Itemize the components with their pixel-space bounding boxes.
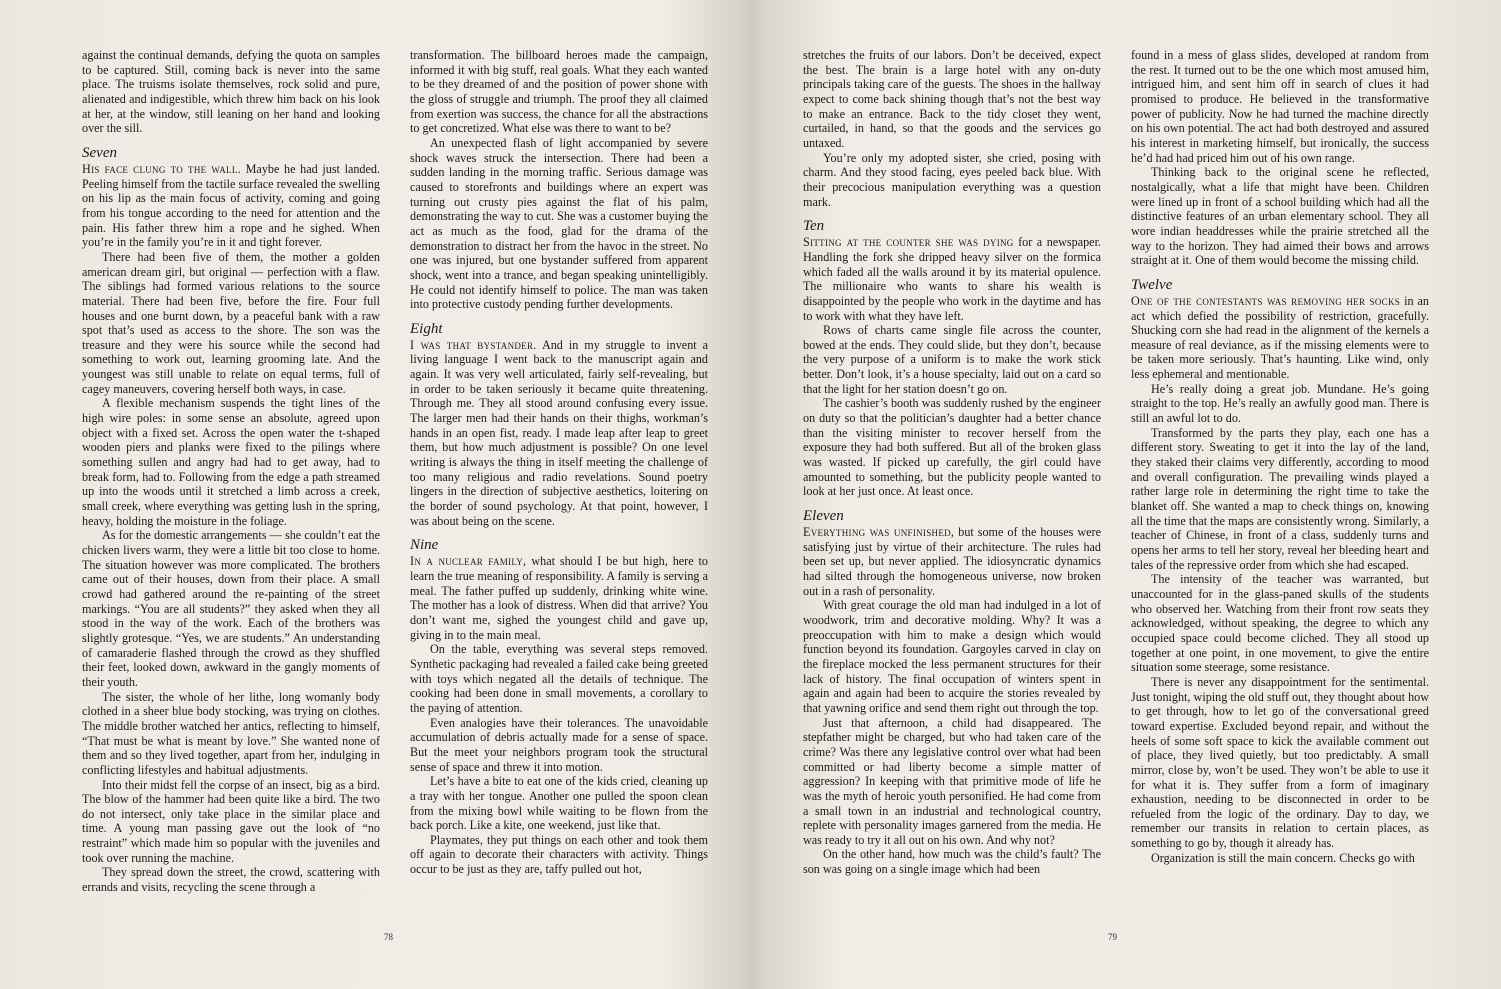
paragraph: The cashier’s booth was suddenly rushed by the engineer on duty so that the politician’s daughter had a better chance than the visiting minister to recover herself from the exposure they had both suffered. But all of the broken glass was wasted. If picked up carefully, the girl could have amounted to something, but the publicity people wanted to look at her just once. At least once. [803,396,1101,499]
paragraph: Sitting at the counter she was dying for a newspaper. Handling the fork she dripped heavy silver on the formica which faded all the walls around it by its material opulence. The millionaire who wants to share his wealth is disappointed by the people who work in the daytime and has to work with what they have left. [803,235,1101,323]
paragraph: The intensity of the teacher was warranted, but unaccounted for in the glass-paned skulls of the students who observed her. Watching from their front row seats they acknowledged, without speaking, the degree to which any occupied space could become cliched. They all stood up together at one point, in one movement, to give the entire situation some steerage, some resistance. [1131,572,1429,675]
paragraph: On the table, everything was several steps removed. Synthetic packaging had revealed a failed cake being greeted with toys which negated all the details of technique. The cooking had been done in small movements, a corollary to the paying of attention. [410,642,708,715]
paragraph: I was that bystander. And in my struggle to invent a living language I went back to the manuscript again and again. It was very well articulated, fairly self-revealing, but in order to be taken seriously it became quite threatening. Through me. They all stood around confusing every issue. The larger men had their hands on their thighs, workman’s hands in an open fist, ready. I made leap after leap to greet them, but how much adjustment is possible? On one level writing is always the thing in itself meeting the challenge of too many religious and radio revelations. Sound poetry lingers in the direction of subjective aesthetics, loitering on the border of sound psychology. At that point, however, I was about being on the scene. [410,337,708,528]
left-page-column-2 [410,48,708,908]
paragraph: A flexible mechanism suspends the tight lines of the high wire poles: in some sense an absolute, agreed upon object with a fixed set. Across the open water the t-shaped wooden piers and planks were fixed to the pilings where something sullen and angry had had to get away, had to break form, had to. Following from the edge a path streamed up into the woods until it stretched a limb across a creek, small creek, where everything was getting lush in the spring, heavy, holding the moisture in the foliage. [82,396,380,528]
paragraph: Transformed by the parts they play, each one has a different story. Sweating to get it into the lay of the land, they staked their claims very differently, according to mood and overall configuration. The prevailing winds played a rather large role in determining the right time to take the blanket off. She wanted a map to check things on, knowing all the time that the maps are consistently wrong. Similarly, a teacher of Chinese, in front of a class, suddenly turns and opens her arms to tell her story, reveal her bleeding heart and tales of the repressive order from which she had escaped. [1131,425,1429,572]
section-heading-ten: Ten [803,218,825,235]
paragraph: against the continual demands, defying the quota on samples to be captured. Still, coming back is never into the same place. The truisms isolate themselves, rock solid and pure, alienated and indigestible, which threw him back on his look at her, at the window, still leaning on her hand and looking over the sill. [82,48,380,136]
paragraph: Let’s have a bite to eat one of the kids cried, cleaning up a tray with her tongue. Another one pulled the spoon clean from the mixing bowl while waiting to be flown from the back porch. Like a kite, one weekend, just like that. [410,774,708,833]
section-lead-in: Everything was unfinished, [803,525,955,540]
paragraph: His face clung to the wall. Maybe he had just landed. Peeling himself from the tactile surface revealed the swelling on his lip as the main focus of activity, coming and going from his tongue according to the need for attention and the pain. His father threw him a rope and he sighed. When you’re in the family you’re in it and tight forever. [82,161,380,250]
paragraph: An unexpected flash of light accompanied by severe shock waves struck the intersection. There had been a sudden landing in the morning traffic. Serious damage was caused to storefronts and buildings where an expert was turning out crusty pies against the flat of his palm, demonstrating the way to cut. She was a customer buying the act as much as the food, glad for the drama of the demonstration to distract her from the havoc in the street. No one was injured, but one bystander suffered from apparent shock, went into a trance, and began speaking unintelligibly. He could not identify himself to police. The man was taken into protective custody pending further developments. [410,135,708,312]
paragraph: He’s really doing a great job. Mundane. He’s going straight to the top. He’s really an awfully good man. There is still an awful lot to do. [1131,381,1429,426]
section-heading-seven: Seven [82,144,117,161]
section-heading-eleven: Eleven [803,508,844,525]
paragraph: As for the domestic arrangements — she couldn’t eat the chicken livers warm, they were a little bit too close to home. The situation however was more complicated. The brothers came out of their houses, down from their place. A small crowd had gathered around the re-painting of the street markings. “You are all students?” they asked when they all stood in the way of the work. Each of the brothers was slightly grotesque. “Yes, we are students.” An understanding of camaraderie flashed through the crowd as they shuffled their feet, looked down, awkward in the gangly moments of their youth. [82,528,380,689]
paragraph: On the other hand, how much was the child’s fault? The son was going on a single image which had been [803,847,1101,877]
paragraph: Organization is still the main concern. Checks go with [1151,850,1415,865]
page-number-left: 78 [384,932,393,942]
paragraph: Playmates, they put things on each other and took them off again to decorate their characters with activity. Things occur to be just as they are, taffy pulled out hot, [410,832,708,877]
section-lead-in: One of the contestants was removing her socks [1131,293,1401,308]
paragraph: Thinking back to the original scene he reflected, nostalgically, what a life that might have been. Children were lined up in front of a school building which had all the distinctive features of an urban elementary school. They all wore indian headdresses while the prairie stretched all the way to the horizon. They had aimed their bows and arrows straight at it. One of them would become the missing child. [1131,165,1429,268]
paragraph: The sister, the whole of her lithe, long womanly body clothed in a sheer blue body stocking, was trying on clothes. The middle brother watched her antics, reflecting to himself, “That must be what is meant by love.” She wanted none of them and so they lived together, apart from her, indulging in conflicting lifestyles and habitual adjustments. [82,689,380,777]
paragraph: With great courage the old man had indulged in a lot of woodwork, trim and decorative molding. Why? It was a preoccupation with him to make a design which would function beyond its foundation. Gargoyles carved in clay on the fireplace mocked the less permanent structures for their lack of history. The final occupation of winters spent in again and again had been to acquire the stories revealed by that yawning orifice and send them right out through the top. [803,598,1101,715]
paragraph: They spread down the street, the crowd, scattering with errands and visits, recycling the scene through a [82,865,380,895]
paragraph: Even analogies have their tolerances. The unavoidable accumulation of debris actually made for a sense of space. But the meet your neighbors program took the structural sense of space and threw it into motion. [410,715,708,774]
right-page-column-2 [1131,48,1429,908]
section-lead-in: I was that bystander. [410,337,537,352]
paragraph: transformation. The billboard heroes made the campaign, informed it with big stuff, real goals. What they each wanted to be they dreamed of and the position of power shone with the gloss of struggle and triumph. The proof they all claimed from exertion was success, the chance for all the abstractions to get concretized. What else was there to want to be? [410,48,708,136]
section-lead-in: His face clung to the wall. [82,161,241,176]
paragraph: Just that afternoon, a child had disappeared. The stepfather might be charged, but who had taken care of the crime? Was there any legislative control over what had been committed or had liberty become a simple matter of aggression? In keeping with that primitive mode of life he was the myth of heroic youth personified. He had come from a small town in an industrial and technological country, replete with personality images garnered from the media. He was ready to try it all out on his own. And why not? [803,715,1101,847]
page-number-right: 79 [1108,932,1117,942]
section-heading-twelve: Twelve [1131,276,1173,293]
paragraph: Everything was unfinished, but some of the houses were satisfying just by virtue of their architecture. The rules had been set up, but never applied. The idiosyncratic dynamics had silted through the homogeneous universe, now broken out in a rash of personality. [803,525,1101,598]
right-page-column-1 [803,48,1101,908]
paragraph: stretches the fruits of our labors. Don’t be deceived, expect the best. The brain is a large hotel with any on-duty principals taking care of the guests. The shoes in the hallway expect to come back shining though that’s not the best way to make an entrance. Back to the tidy closet they went, curtailed, in hand, so that the goods and the services go untaxed. [803,48,1101,150]
paragraph: In a nuclear family, what should I be but high, here to learn the true meaning of responsibility. A family is serving a meal. The father puffed up suddenly, drinking white wine. The mother has a look of distress. When did that arrive? You don’t want me, sighed the youngest child and gave up, giving in to the main meal. [410,554,708,642]
section-lead-in: In a nuclear family, [410,554,527,569]
left-page-column-1 [82,48,380,908]
paragraph: You’re only my adopted sister, she cried, posing with charm. And they stood facing, eyes peeled back blue. With their precocious manipulation everything was a question mark. [803,150,1101,209]
paragraph: There had been five of them, the mother a golden american dream girl, but original — perfection with a flaw. The siblings had formed various relations to the source material. There had been five, before the fire. Four full houses and one burnt down, by a peaceful bank with a raw spot that’s used as access to the shore. The son was the treasure and they were his source while the second had something to work out, learning grooming late. And the youngest was still unable to relate on equal terms, full of cagey maneuvers, covering herself both ways, in case. [82,249,380,396]
paragraph: Into their midst fell the corpse of an insect, big as a bird. The blow of the hammer had been quite like a bird. The two do not intersect, only take place in the similar place and time. A young man passing gave out the look of “no restraint” which made him so popular with the juveniles and took over running the machine. [82,777,380,865]
section-heading-eight: Eight [410,320,443,337]
paragraph: found in a mess of glass slides, developed at random from the rest. It turned out to be the one which most amused him, intrigued him, and sent him off in search of clues it had promised to produce. He believed in the transformative power of publicity. Now he had turned the machine directly on his own potential. The act had both destroyed and assured his interest in marketing himself, but ironically, the success he’d had had priced him out of his own range. [1131,48,1429,165]
section-lead-in: Sitting at the counter she was dying [803,235,1014,250]
paragraph: Rows of charts came single file across the counter, bowed at the ends. They could slide, but they don’t, because the very purpose of a uniform is to make the work stick better. Don’t look, it’s a house specialty, laid out on a card so that the light for her station doesn’t go on. [803,323,1101,396]
section-heading-nine: Nine [410,537,439,554]
paragraph: There is never any disappointment for the sentimental. Just tonight, wiping the old stuff out, they thought about how to get through, how to let go of the conversational greed toward expertise. Excluded beyond repair, and without the heels of some soft space to kick the available comment out of place, they lived quietly, but too predictably. A small mirror, close by, won’t be used. They won’t be able to use it for what it is. They suffer from a form of imaginary exhaustion, needing to be disconnected in order to be refueled from the logic of the ordinary. Day to day, we remember our transits in relation to certain places, as something to go by, though it already has. [1131,674,1429,851]
paragraph: One of the contestants was removing her socks in an act which defied the possibility of restriction, gracefully. Shucking corn she had read in the alignment of the kernels a measure of real deviance, as if the missing elements were to be taken more seriously. That’s haunting. Like wind, only less ephemeral and mentionable. [1131,293,1429,382]
